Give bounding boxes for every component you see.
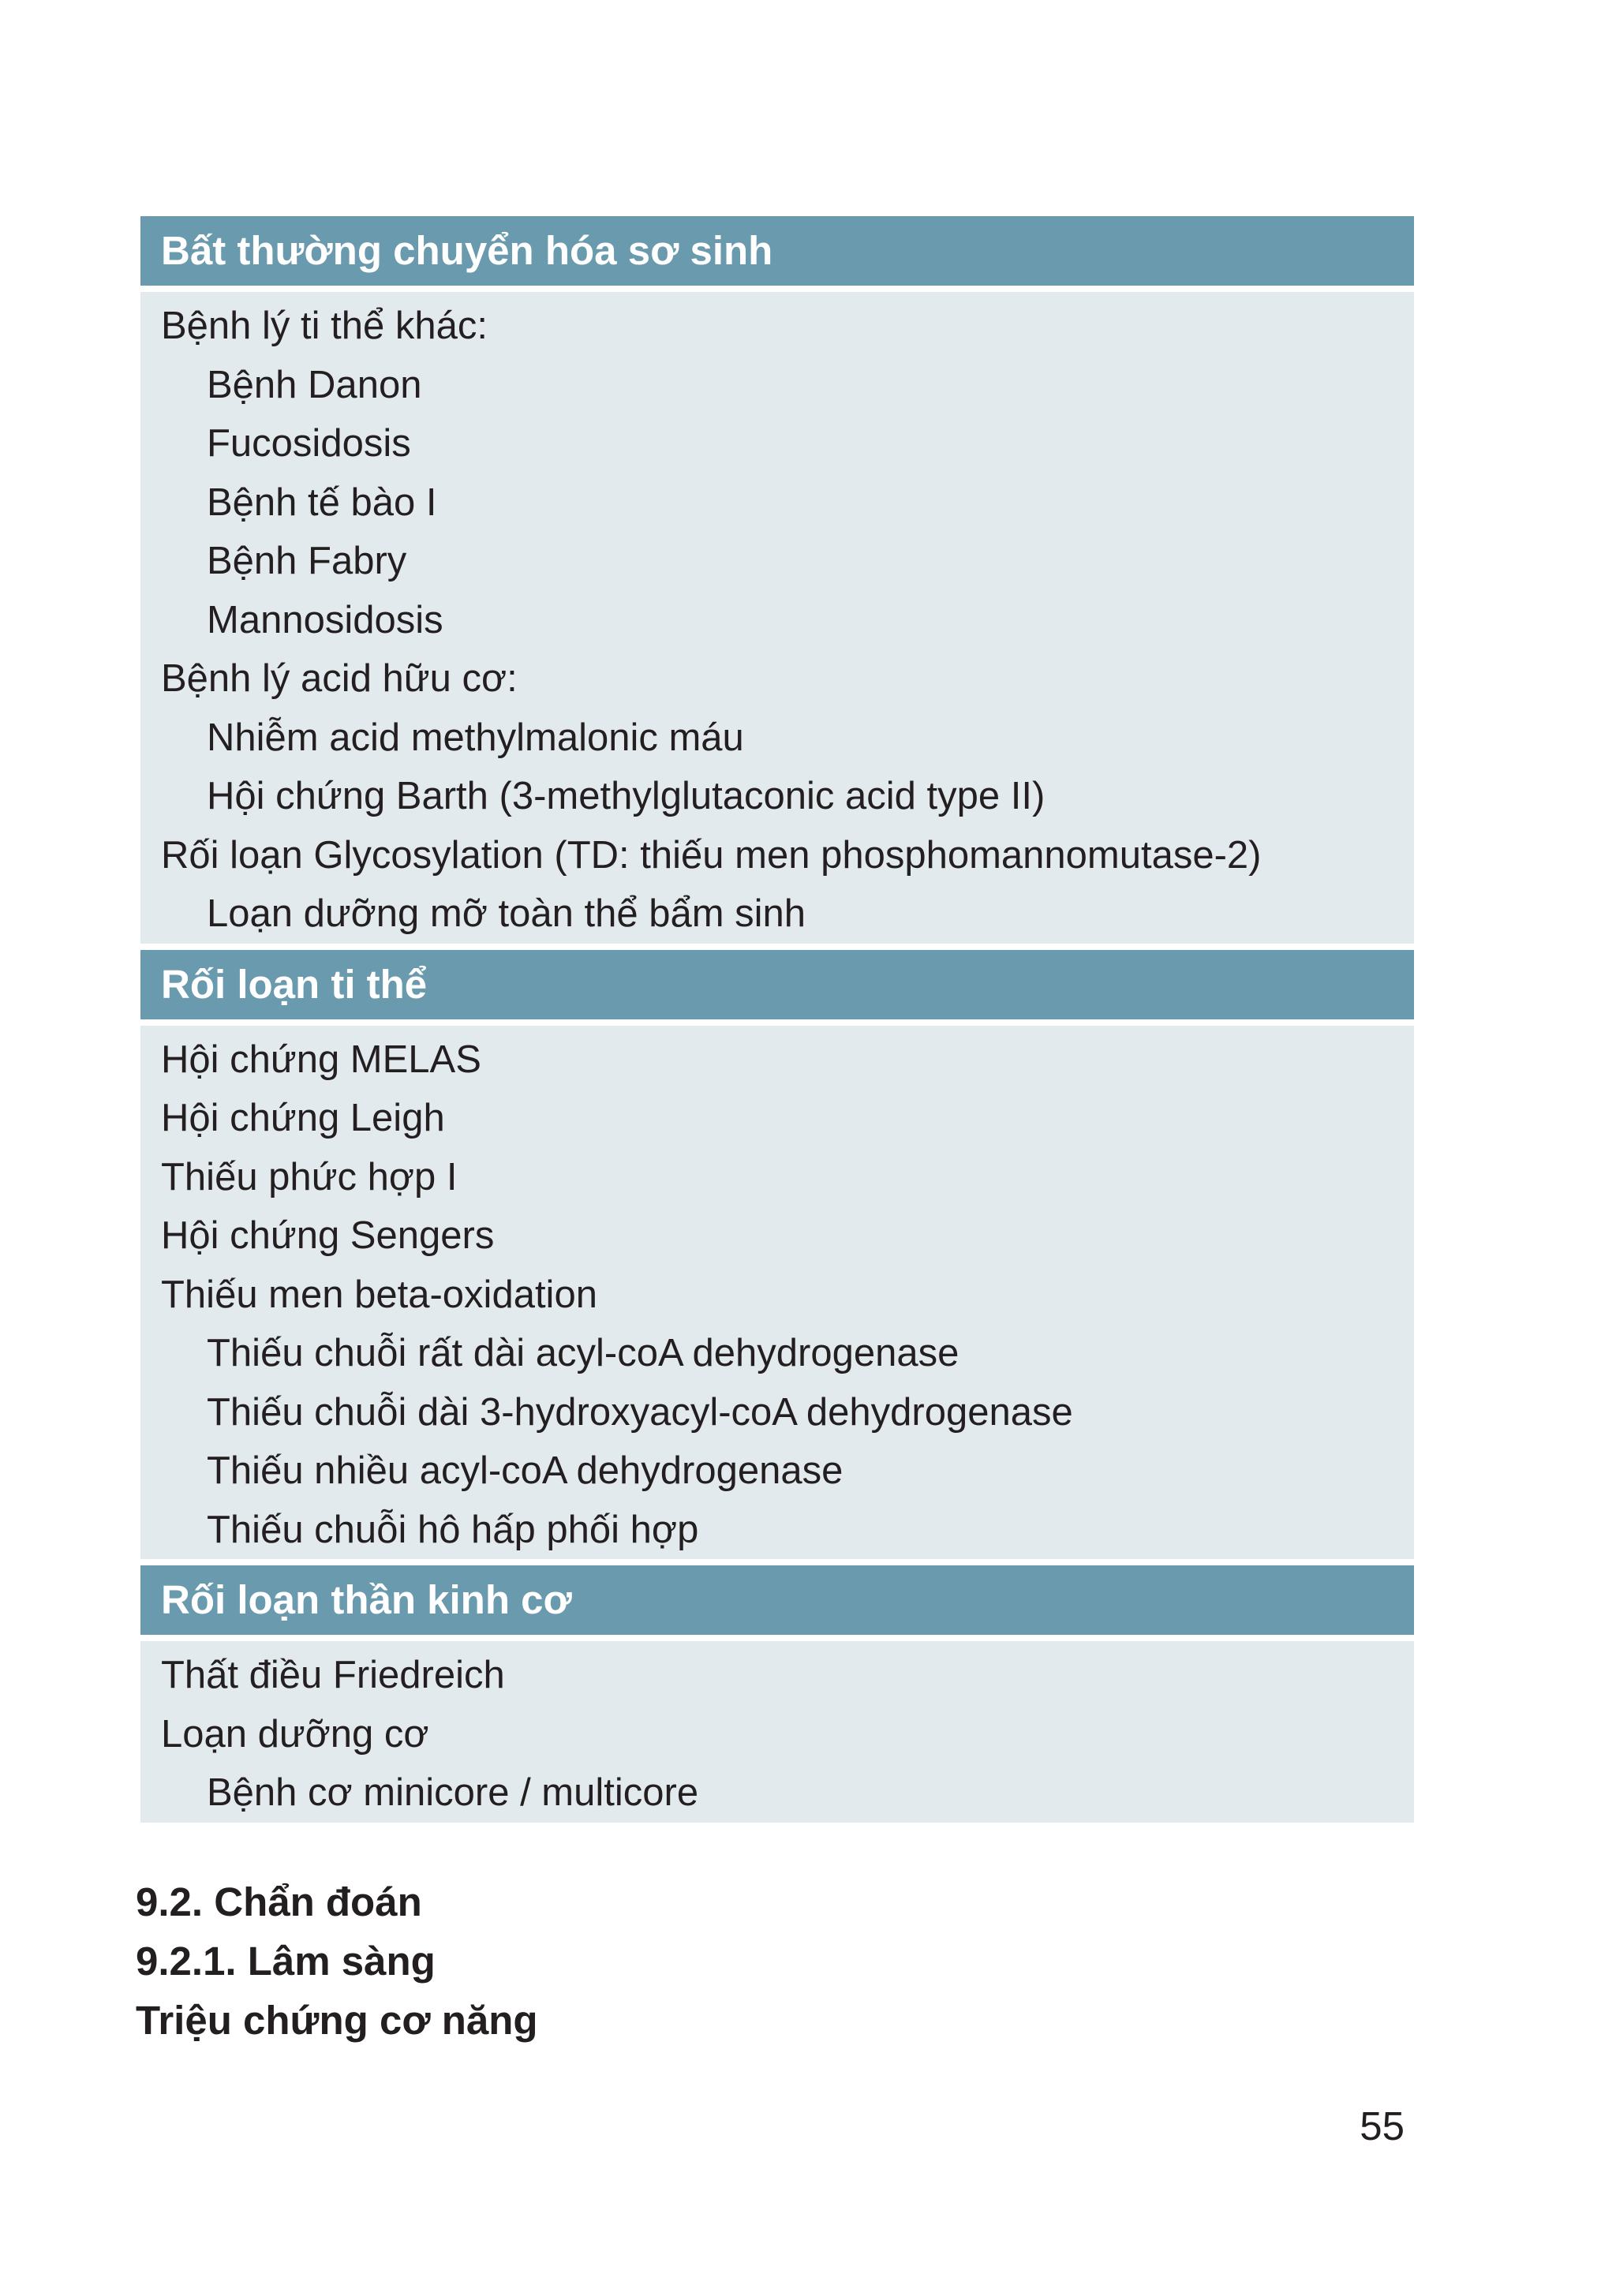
section-body	[140, 1641, 1414, 1823]
section-body	[140, 1026, 1414, 1560]
section-mitochondrial	[140, 950, 1414, 1560]
list-item: Thiếu chuỗi hô hấp phối hợp	[207, 1508, 699, 1551]
list-item: Loạn dưỡng cơ	[161, 1712, 429, 1756]
list-item: Bệnh Fabry	[207, 540, 407, 582]
page-number: 55	[1360, 2103, 1405, 2148]
list-item: Thiếu phức hợp I	[161, 1155, 458, 1198]
heading-diagnosis: 9.2. Chẩn đoán	[136, 1879, 422, 1924]
list-item: Thiếu men beta-oxidation	[161, 1273, 597, 1316]
list-item: Mannosidosis	[207, 598, 443, 641]
list-item: Hội chứng MELAS	[161, 1038, 481, 1081]
section-body	[140, 292, 1414, 944]
list-item: Bệnh Danon	[207, 363, 422, 406]
section-neonatal-metabolic	[140, 216, 1414, 944]
list-item: Rối loạn Glycosylation (TD: thiếu men phosphomannomutase-2)	[161, 833, 1262, 877]
list-item: Nhiễm acid methylmalonic máu	[207, 716, 744, 759]
list-item: Bệnh lý ti thể khác:	[161, 305, 488, 347]
list-item: Thiếu chuỗi rất dài acyl-coA dehydrogenase	[207, 1332, 960, 1374]
section-neuromuscular	[140, 1565, 1414, 1823]
section-header: Bất thường chuyển hóa sơ sinh	[140, 216, 1414, 286]
heading-clinical: 9.2.1. Lâm sàng	[136, 1939, 436, 1984]
list-item: Hội chứng Leigh	[161, 1097, 445, 1139]
heading-symptoms: Triệu chứng cơ năng	[136, 1998, 538, 2043]
section-header: Rối loạn ti thể	[140, 950, 1414, 1019]
section-header: Rối loạn thần kinh cơ	[140, 1565, 1414, 1635]
list-item: Bệnh tế bào I	[207, 481, 437, 524]
list-item: Bệnh lý acid hữu cơ:	[161, 657, 518, 700]
list-item: Thiếu nhiều acyl-coA dehydrogenase	[207, 1449, 844, 1492]
classification-table	[140, 216, 1414, 1829]
list-item: Thất điều Friedreich	[161, 1654, 505, 1696]
list-item: Hội chứng Sengers	[161, 1214, 495, 1257]
section-headings	[136, 1872, 538, 2050]
list-item: Fucosidosis	[207, 422, 411, 465]
list-item: Hội chứng Barth (3-methylglutaconic acid type II)	[207, 775, 1046, 817]
list-item: Bệnh cơ minicore / multicore	[207, 1771, 699, 1814]
list-item: Thiếu chuỗi dài 3-hydroxyacyl-coA dehydrogenase	[207, 1390, 1073, 1434]
list-item: Loạn dưỡng mỡ toàn thể bẩm sinh	[207, 892, 806, 935]
